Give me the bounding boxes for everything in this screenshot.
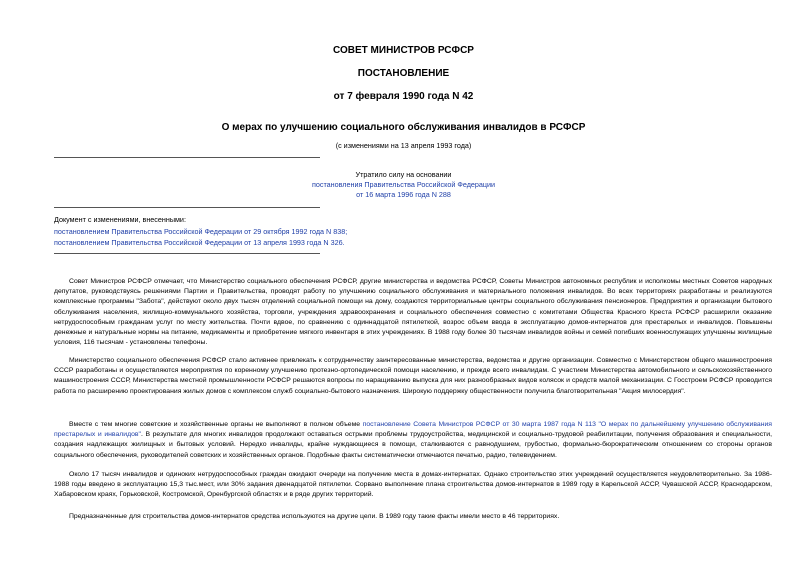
expired-text: Утратило силу на основании: [355, 170, 452, 179]
document-title: О мерах по улучшению социального обслуживания инвалидов в РСФСР: [221, 122, 586, 133]
divider: [54, 207, 320, 208]
paragraph-3-text-start: Вместе с тем многие советские и хозяйственные органы не выполняют в полном объеме: [69, 421, 363, 428]
divider: [54, 157, 320, 158]
paragraph-5: Предназначенные для строительства домов-интернатов средства используются на другие цели. В 1989 году такие факты имели место в 46 территориях.: [69, 513, 560, 520]
paragraph-4: Около 17 тысяч инвалидов и одиноких нетрудоспособных граждан ожидают очереди на получение места в домах-интернатах. Однако строительство этих учреждений осуществляется неудовлетворительно. За 1986-1988 годы введено в эксплуатацию 15,3 тыс.мест, или 30% задания двенадцатой пятилетки. Сорвано выполнение плана строительства домов-интернатов в 1989 году в Карельской АССР, Чувашской АССР, Краснодарском, Хабаровском краях, Горьковской, Костромской, Оренбургской областях и в ряде других территорий.: [54, 471, 772, 499]
edits-list: [54, 214, 454, 249]
resolution-1987-link[interactable]: постановление Совета Министров РСФСР от 30 марта 1987 года N 113 "О мерах по дальнейшему улучшению обслуживания престарелых и инвалидов": [54, 421, 772, 439]
issuing-body: СОВЕТ МИНИСТРОВ РСФСР: [333, 45, 474, 56]
paragraph-3-text-end: . В результате для многих инвалидов продолжают оставаться острыми проблемы трудоустройства, медицинской и социально-трудовой реабилитации, получения образования и специальности, создания надлежащих жилищных и бытовых условий. Нередко инвалиды, крайне нуждающиеся в помощи, сталкиваются с равнодушием, грубостью, формально-бюрократическим отношением со стороны органов социального обеспечения, руководителей советских и хозяйственных органов. Подобные факты систематически отмечаются печатью, радио, телевидением.: [54, 431, 772, 459]
expired-basis-link[interactable]: постановления Правительства Российской Федерации: [311, 180, 496, 189]
document-date-number: от 7 февраля 1990 года N 42: [333, 91, 474, 102]
amendments-note: (с изменениями на 13 апреля 1993 года): [335, 141, 472, 150]
paragraph-3: [54, 420, 772, 461]
expired-notice: [250, 170, 557, 200]
edit-link-1992[interactable]: постановлением Правительства Российской Федерации от 29 октября 1992 года N 838;: [54, 226, 348, 236]
document-type: ПОСТАНОВЛЕНИЕ: [357, 68, 450, 79]
expired-basis-date-link[interactable]: от 16 марта 1996 года N 288: [356, 190, 451, 199]
edit-link-1993[interactable]: постановлением Правительства Российской Федерации от 13 апреля 1993 года N 326.: [54, 238, 345, 247]
paragraph-2: Министерство социального обеспечения РСФСР стало активнее привлекать к сотрудничеству заинтересованные министерства, ведомства и другие организации. Совместно с Министерством общего машиностроения СССР разработаны и осуществляются мероприятия по коренному улучшению протезно-ортопедической помощи населению, и прежде всего инвалидам. С участием Министерства автомобильного и сельскохозяйственного машиностроения СССР, Министерства местной промышленности РСФСР решаются вопросы по наращиванию выпуска для них разнообразных видов колясок и средств малой механизации. С Госстроем РСФСР проводится работа по расширению проектирования жилых домов с комплексом служб социально-бытового назначения. Широкую поддержку общественности получила благотворительная "Акция милосердия".: [54, 357, 772, 395]
paragraph-1: Совет Министров РСФСР отмечает, что Министерство социального обеспечения РСФСР, другие министерства и ведомства РСФСР, Советы Министров автономных республик и исполкомы местных Советов народных депутатов, руководствуясь решениями Партии и Правительства, проводят работу по улучшению социального обслуживания и материального положения инвалидов. Во всех территориях разработаны и реализуются комплексные программы "Забота", действуют около двух тысяч отделений социальной помощи на дому, создаются территориальные центры социального обслуживания пенсионеров. Предприятия и организации бытового обслуживания населения, жилищно-коммунального хозяйства, торговли, учреждения здравоохранения и социального обеспечения совместно с комитетами Общества Красного Креста РСФСР расширили оказание нетрудоспособным гражданам услуг по месту жительства. Почти вдвое, по сравнению с одиннадцатой пятилеткой, возрос объем ввода в эксплуатацию домов-интернатов для престарелых и инвалидов. Повышены денежные и натуральные нормы на питание, медикаменты и приобретение мягкого инвентаря в этих учреждениях. В 1988 году более 30 тысячам инвалидов войны и семей погибших военнослужащих улучшены жилищные условия, 116 тысячам - установлены телефоны.: [54, 278, 772, 347]
edits-heading: Документ с изменениями, внесенными:: [54, 215, 186, 224]
divider: [54, 253, 320, 254]
